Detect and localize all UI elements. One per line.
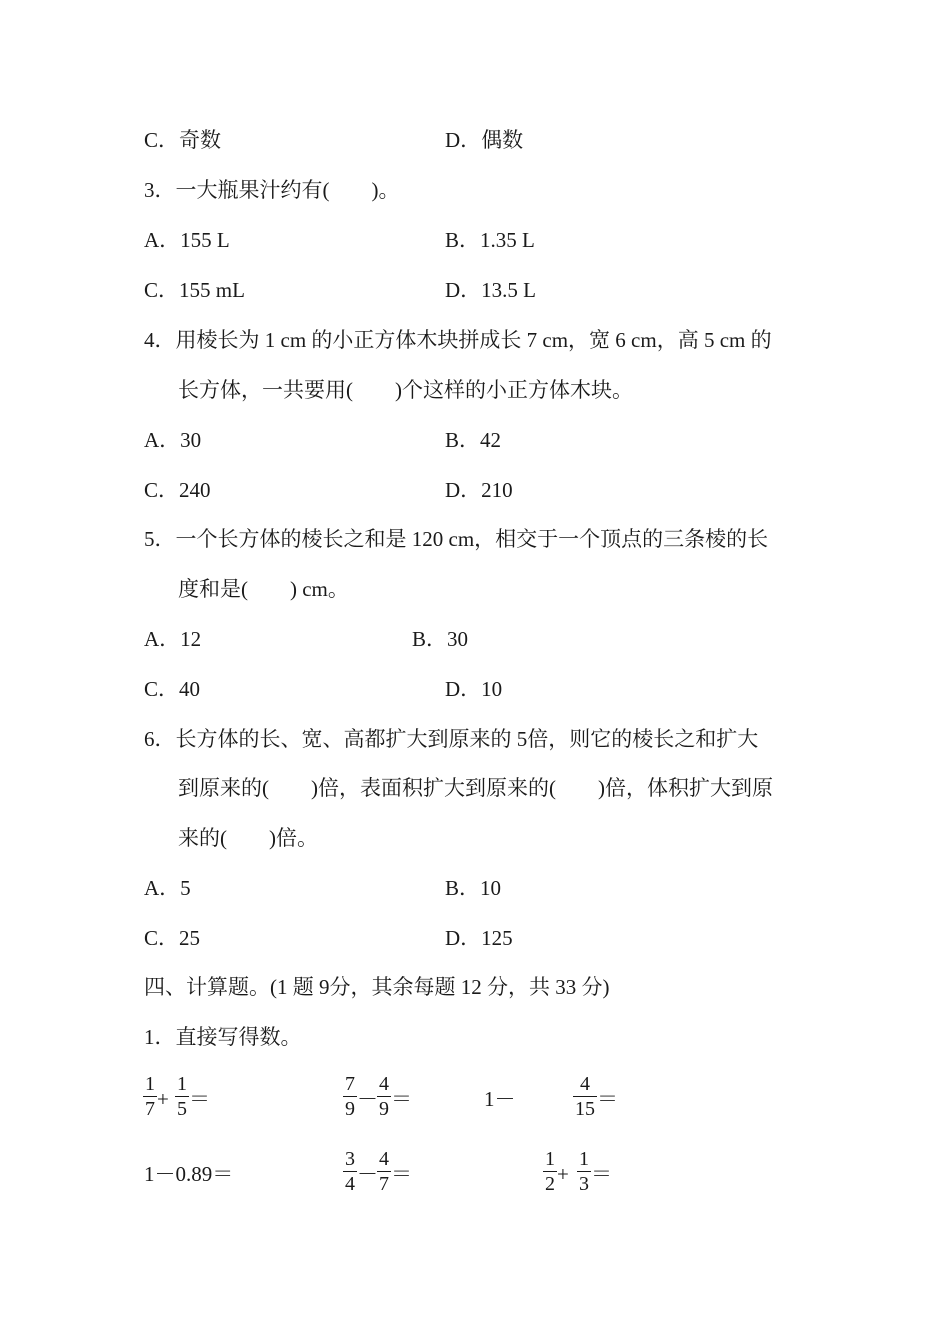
option-q5-a: A．12 [144, 627, 202, 651]
fraction: 7 9 [345, 1073, 355, 1120]
option-q6-a: A．5 [144, 876, 191, 900]
question-6-line-1: 6．长方体的长、宽、高都扩大到原来的 5倍，则它的棱长之和扩大 [144, 727, 759, 751]
question-6-line-2: 到原来的( )倍，表面积扩大到原来的( )倍，体积扩大到原 [178, 776, 773, 800]
section-4-heading: 四、计算题。(1 题 9分，其余每题 12 分，共 33 分) [144, 975, 610, 999]
question-4-line-2: 长方体，一共要用( )个这样的小正方体木块。 [178, 378, 633, 402]
question-5-line-1: 5．一个长方体的棱长之和是 120 cm，相交于一个顶点的三条棱的长 [144, 527, 769, 551]
option-q4-a: A．30 [144, 428, 202, 452]
fraction: 4 15 [575, 1073, 595, 1120]
fraction: 1 5 [177, 1073, 187, 1120]
option-q5-b: B．30 [412, 627, 469, 651]
question-3: 3．一大瓶果汁约有( )。 [144, 178, 400, 202]
option-q4-d: D．210 [445, 478, 513, 502]
fraction: 1 3 [579, 1148, 589, 1195]
option-q2-d: D．偶数 [445, 128, 524, 152]
option-q3-d: D．13.5 L [445, 278, 536, 302]
option-q4-b: B．42 [445, 428, 502, 452]
option-q4-c: C．240 [144, 478, 211, 502]
fraction: 3 4 [345, 1148, 355, 1195]
option-q6-c: C．25 [144, 926, 201, 950]
question-4-line-1: 4．用棱长为 1 cm 的小正方体木块拼成长 7 cm，宽 6 cm，高 5 cm 的 [144, 328, 772, 352]
fraction: 4 9 [379, 1073, 389, 1120]
subquestion-1: 1．直接写得数。 [144, 1025, 302, 1049]
question-6-line-3: 来的( )倍。 [178, 826, 318, 850]
question-5-line-2: 度和是( ) cm。 [178, 577, 349, 601]
option-q6-b: B．10 [445, 876, 502, 900]
option-q3-b: B．1.35 L [445, 228, 535, 252]
fraction: 1 2 [545, 1148, 555, 1195]
option-q3-c: C．155 mL [144, 278, 245, 302]
option-q2-c: C．奇数 [144, 128, 222, 152]
option-q3-a: A．155 L [144, 228, 230, 252]
option-q5-c: C．40 [144, 677, 201, 701]
option-q5-d: D．10 [445, 677, 503, 701]
fraction: 1 7 [145, 1073, 155, 1120]
option-q6-d: D．125 [445, 926, 513, 950]
fraction: 4 7 [379, 1148, 389, 1195]
